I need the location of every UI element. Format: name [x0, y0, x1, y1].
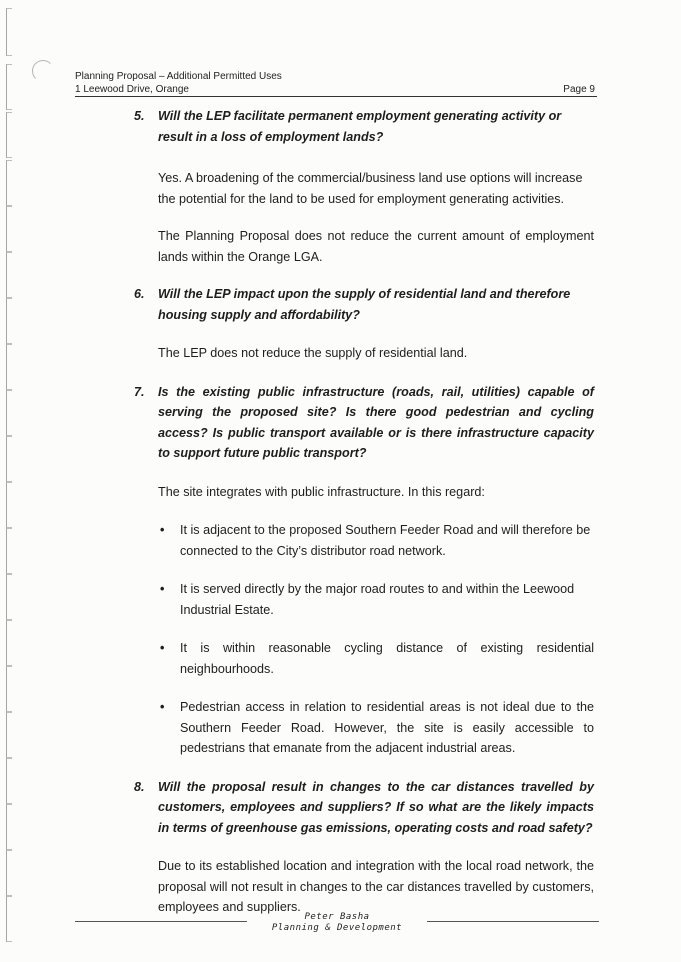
scan-edge-mark	[6, 8, 12, 56]
header-title: Planning Proposal – Additional Permitted Uses	[75, 71, 282, 82]
scan-edge-mark	[6, 436, 12, 482]
question-text: Will the LEP facilitate permanent employment generating activity or result in a loss of employment lands?	[158, 109, 562, 144]
bullet-icon: •	[160, 641, 165, 655]
list-item-text: Pedestrian access in relation to residential areas is not ideal due to the Southern Feeder Road. However, the site is easily accessible to pedestrians that emanate from the adjacent industrial areas.	[180, 700, 594, 755]
bullet-icon: •	[160, 523, 165, 537]
list-item	[160, 520, 594, 561]
question-number: 5.	[134, 109, 145, 123]
scan-edge-mark	[6, 298, 12, 344]
question-number: 7.	[134, 384, 145, 399]
scan-edge-mark	[6, 666, 12, 712]
question-7	[134, 382, 594, 464]
scan-edge-mark	[6, 620, 12, 666]
question-text: Is the existing public infrastructure (roads, rail, utilities) capable of serving the proposed site? Is there good pedestrian and cycling access? Is public transport available or is there infrastructure capacity to support future public transport?	[158, 384, 594, 460]
paragraph: Due to its established location and integration with the local road network, the proposal will not result in changes to the car distances travelled by customers, employees and suppliers.	[158, 859, 594, 914]
scan-edge-mark	[6, 64, 12, 110]
question-text: Will the proposal result in changes to the car distances travelled by customers, employees and suppliers? If so what are the likely impacts in terms of greenhouse gas emissions, operating costs and road safety?	[158, 779, 594, 835]
scan-edge-mark	[6, 112, 12, 158]
page-header	[75, 70, 595, 96]
question-5	[134, 106, 594, 147]
punch-hole-mark	[32, 60, 54, 82]
question-number: 8.	[134, 779, 145, 794]
footer-name: Peter Basha	[304, 912, 370, 922]
bullet-icon: •	[160, 582, 165, 596]
footer-signature	[75, 912, 599, 934]
scan-edge-mark	[6, 758, 12, 804]
bullet-list	[134, 520, 594, 759]
footer-company: Planning & Development	[271, 923, 403, 933]
header-address: 1 Leewood Drive, Orange	[75, 84, 189, 95]
list-item	[160, 638, 594, 679]
list-item-text: It is served directly by the major road routes to and within the Leewood Industrial Estate.	[180, 582, 575, 617]
list-item	[160, 579, 594, 620]
page-footer	[75, 912, 599, 942]
scan-edge-mark	[6, 344, 12, 390]
page-number: Page 9	[563, 84, 595, 95]
bullet-icon: •	[160, 700, 165, 714]
list-item	[160, 697, 594, 759]
question-8	[134, 777, 594, 839]
scan-edge-mark	[6, 252, 12, 298]
question-6	[134, 284, 594, 325]
scan-edge-mark	[6, 482, 12, 528]
scan-edge-mark	[6, 712, 12, 758]
header-divider	[75, 96, 597, 97]
question-text: Will the LEP impact upon the supply of residential land and therefore housing supply and affordability?	[158, 287, 571, 322]
list-item-text: It is within reasonable cycling distance of existing residential neighbourhoods.	[180, 641, 594, 676]
scan-edge-mark	[6, 206, 12, 252]
scan-edge-mark	[6, 574, 12, 620]
paragraph: The site integrates with public infrastructure. In this regard:	[158, 484, 485, 499]
scan-edge-mark	[6, 390, 12, 436]
paragraph: The LEP does not reduce the supply of residential land.	[158, 346, 468, 360]
page-content	[134, 106, 594, 918]
scan-edge-mark	[6, 160, 12, 206]
scan-edge-mark	[6, 804, 12, 850]
list-item-text: It is adjacent to the proposed Southern Feeder Road and will therefore be connected to the City’s distributor road network.	[180, 523, 591, 558]
scan-edge-mark	[6, 896, 12, 942]
paragraph: Yes. A broadening of the commercial/business land use options will increase the potential for the land to be used for employment generating activities.	[158, 171, 583, 206]
scan-edge-mark	[6, 850, 12, 896]
question-number: 6.	[134, 287, 145, 301]
paragraph: The Planning Proposal does not reduce the current amount of employment lands within the Orange LGA.	[158, 229, 594, 264]
scan-edge-mark	[6, 528, 12, 574]
